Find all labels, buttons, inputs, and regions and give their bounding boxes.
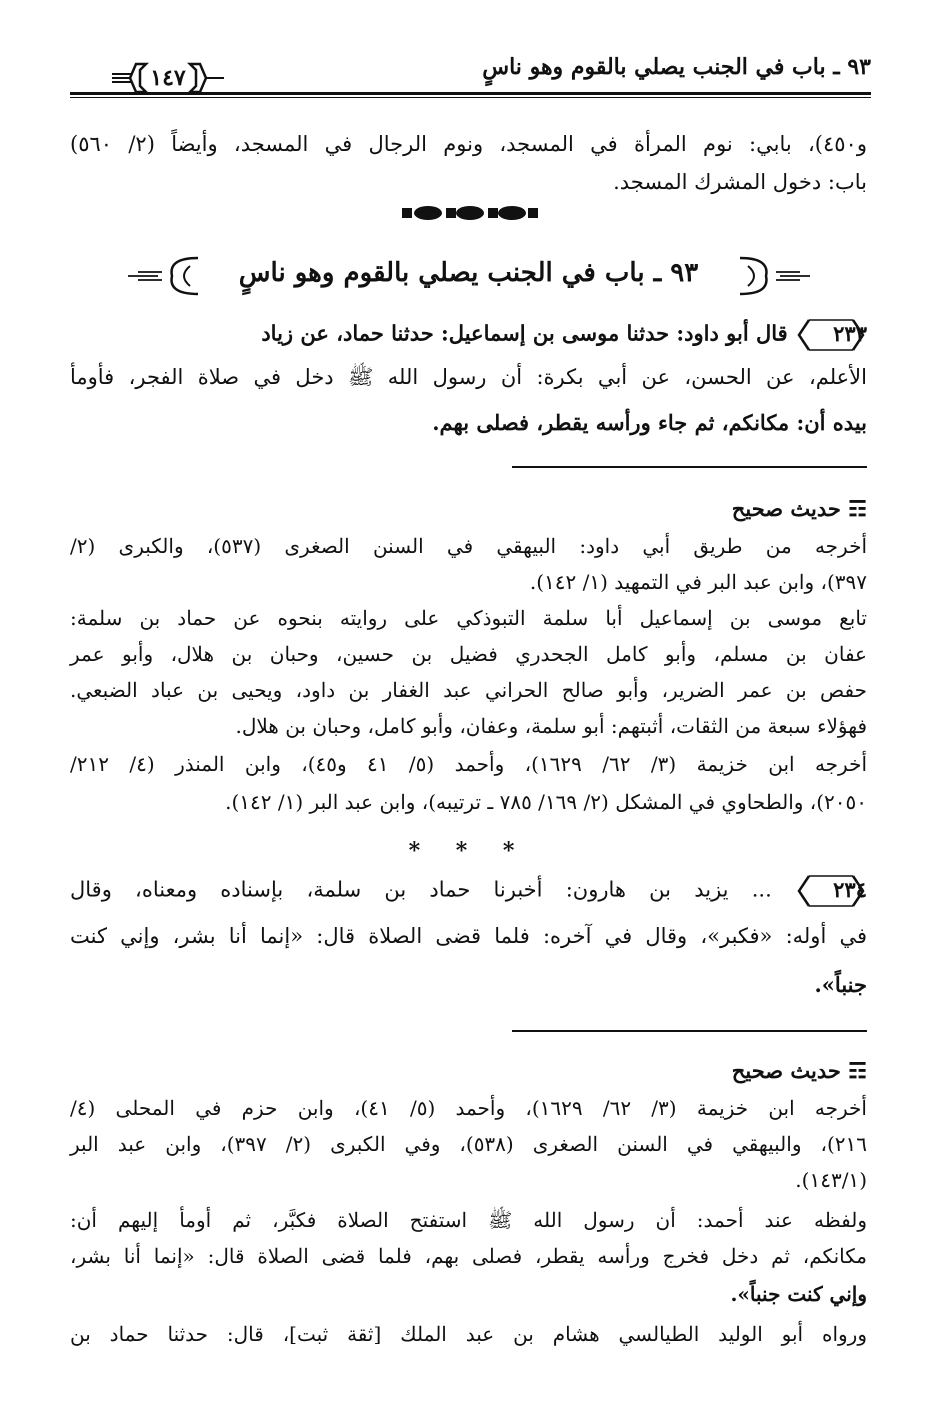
hadith-number-badge [795, 318, 867, 352]
note-line: (١٤٣/١). [795, 1168, 867, 1192]
hadith-number-badge [795, 874, 867, 908]
hadith-234-line [70, 874, 867, 908]
chapter-heading: ٩٣ ـ باب في الجنب يصلي بالقوم وهو ناسٍ [238, 258, 699, 288]
note-line: عفان بن مسلم، وأبو كامل الجحدري فضيل بن حسين، وحبان بن هلال، وأبو عمر [70, 642, 867, 666]
note-line: ٣٩٧)، وابن عبد البر في التمهيد (١/ ١٤٢). [529, 570, 867, 594]
note-line: حفص بن عمر الضرير، وأبو صالح الحراني عبد الغفار بن داود، ويحيى بن عباد الضبعي. [70, 678, 867, 702]
note-line: تابع موسى بن إسماعيل أبا سلمة التبوذكي على روايته بنحوه عن حماد بن سلمة: [70, 606, 867, 630]
page-number: ١٤٧ [150, 65, 186, 91]
intro-line: باب: دخول المشرك المسجد. [613, 170, 867, 194]
note-line: مكانكم، ثم دخل فخرج ورأسه يقطر، فصلى بهم، فلما قضى الصلاة قال: «إنما أنا بشر، [70, 1244, 867, 1268]
note-line: أخرجه من طريق أبي داود: البيهقي في السنن الصغرى (٥٣٧)، والكبرى (٢/ [70, 534, 868, 558]
note-line: فهؤلاء سبعة من الثقات، أثبتهم: أبو سلمة، وعفان، وأبو كامل، وحبان بن هلال. [235, 714, 867, 738]
note-line: ولفظه عند أحمد: أن رسول الله ﷺ استفتح الصلاة فكبَّر، ثم أومأ إليهم أن: [70, 1208, 867, 1232]
hadith-233-line: الأعلم، عن الحسن، عن أبي بكرة: أن رسول الله ﷺ دخل في صلاة الفجر، فأومأ [70, 365, 867, 389]
hadith-234-line: جنباً». [814, 972, 867, 997]
page-header [70, 50, 871, 100]
header-rule [70, 92, 871, 95]
ornament-divider-icon [400, 204, 540, 222]
heading-right-flourish-icon [732, 254, 810, 298]
running-title: ٩٣ ـ باب في الجنب يصلي بالقوم وهو ناسٍ [482, 54, 871, 80]
notes-rule [512, 466, 867, 468]
section-separator: * * * [408, 838, 529, 864]
hadith-number: ٢٣٣ [833, 321, 867, 346]
notes-rule [512, 1030, 867, 1032]
page-number-badge [110, 60, 226, 96]
intro-line: و٤٥٠)، بابي: نوم المرأة في المسجد، ونوم الرجال في المسجد، وأيضاً (٢/ ٥٦٠) [70, 132, 867, 156]
note-line: وإني كنت جنباً». [730, 1282, 867, 1306]
grading-234: ☶ حديث صحيح [731, 1058, 867, 1083]
header-rule-thin [70, 97, 871, 98]
note-line: أخرجه ابن خزيمة (٣/ ٦٢/ ١٦٢٩)، وأحمد (٥/ ٤١ و٤٥)، وابن المنذر (٤/ ٢١٢/ [70, 752, 867, 776]
note-line: ٢٠٥٠)، والطحاوي في المشكل (٢/ ١٦٩/ ٧٨٥ ـ ترتيبه)، وابن عبد البر (١/ ١٤٢). [225, 790, 867, 814]
hadith-233-line: بيده أن: مكانكم، ثم جاء ورأسه يقطر، فصلى بهم. [432, 410, 867, 435]
grading-233: ☶ حديث صحيح [731, 496, 867, 521]
note-line: ورواه أبو الوليد الطيالسي هشام بن عبد الملك [ثقة ثبت]، قال: حدثنا حماد بن [70, 1322, 867, 1346]
hadith-text: ... يزيد بن هارون: أخبرنا حماد بن سلمة، بإسناده ومعناه، وقال [70, 877, 772, 902]
note-line: أخرجه ابن خزيمة (٣/ ٦٢/ ١٦٢٩)، وأحمد (٥/ ٤١)، وابن حزم في المحلى (٤/ [70, 1096, 867, 1120]
hadith-text: قال أبو داود: حدثنا موسى بن إسماعيل: حدثنا حماد، عن زياد [261, 320, 788, 346]
hadith-233-line [70, 318, 867, 352]
book-icon: ☶ [848, 1058, 867, 1083]
note-line: ٢١٦)، والبيهقي في السنن الصغرى (٥٣٨)، وفي الكبرى (٢/ ٣٩٧)، وابن عبد البر [70, 1132, 867, 1156]
hadith-234-line: في أوله: «فكبر»، وقال في آخره: فلما قضى الصلاة قال: «إنما أنا بشر، وإني كنت [70, 924, 867, 948]
hadith-number: ٢٣٤ [833, 877, 867, 902]
book-icon: ☶ [848, 496, 867, 521]
